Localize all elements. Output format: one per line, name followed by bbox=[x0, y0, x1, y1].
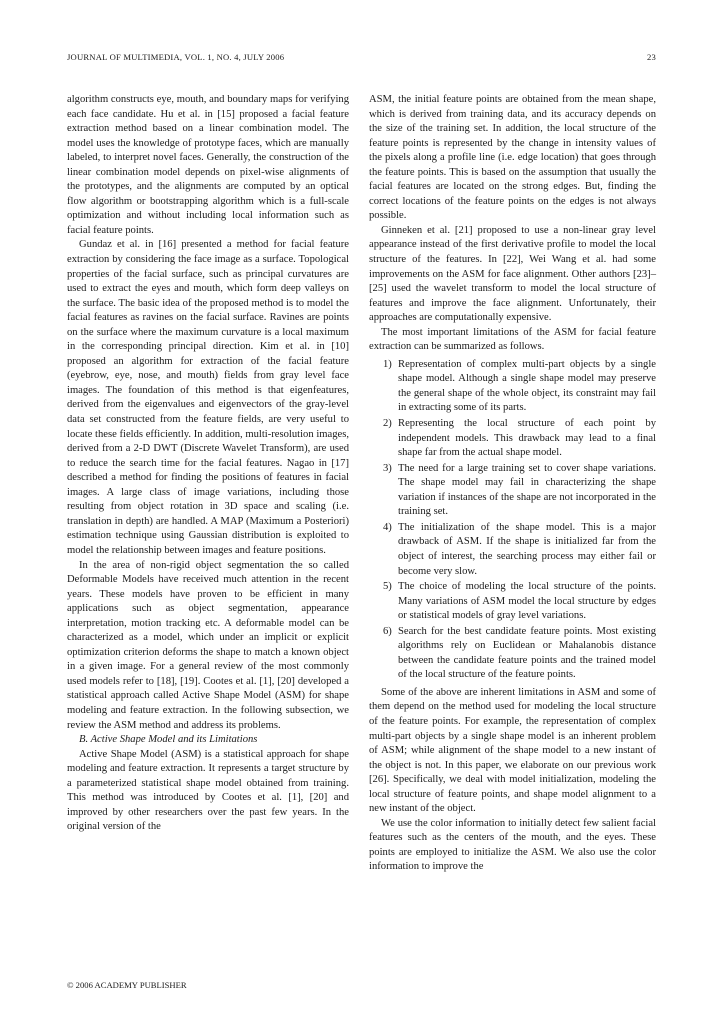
list-item-text: Search for the best candidate feature points. Most existing algorithms rely on Euclidean or Mahalanobis distance between the candidate feature points and the trained model of the local structure of the feature points. bbox=[398, 625, 656, 681]
list-item-text: Representation of complex multi-part objects by a single shape model. Although a single shape model may preserve the general shape of the whole object, its constraint may fail in extracting some of its parts. bbox=[398, 358, 656, 414]
journal-title: JOURNAL OF MULTIMEDIA, VOL. 1, NO. 4, JULY 2006 bbox=[67, 52, 285, 62]
paragraph: In the area of non-rigid object segmentation the so called Deformable Models have received much attention in the recent years. These models have proven to be efficient in many applications such as object segmentation, appearance interpretation, motion tracking etc. A deformable model can be characterized as a model, which under an implicit or explicit optimization criterion deforms the shape to match a known object in a given image. For a general review of the most commonly used models refer to [18], [19]. Cootes et al. [1], [20] developed a statistical approach called Active Shape Model (ASM) for shape modeling and feature extraction. In the following subsection, we review the ASM method and address its problems. bbox=[67, 559, 349, 731]
limitations-list bbox=[369, 358, 656, 683]
list-item-text: The need for a large training set to cover shape variations. The shape model may fail in characterizing the shape variation if instances of the shape are not incorporated in the training set. bbox=[398, 462, 656, 518]
list-item bbox=[369, 625, 656, 683]
paragraph: ASM, the initial feature points are obtained from the mean shape, which is derived from training data, and its accuracy depends on the size of the training set. In addition, the local structure of the feature points is represented by the change in intensity values of the pixels along a profile line (i.e. edge location) that goes through the feature points. This is based on the assumption that usually the facial features are located on the strong edges. But, finding the correct locations of the feature points on the edges is not always possible. bbox=[369, 94, 656, 222]
paragraph: We use the color information to initially detect few salient facial features such as the centers of the mouth, and the eyes. These points are employed to initialize the ASM. We also use the color information to improve the bbox=[369, 817, 656, 873]
list-item bbox=[369, 417, 656, 461]
copyright-footer: © 2006 ACADEMY PUBLISHER bbox=[67, 980, 187, 990]
list-number: 4) bbox=[383, 521, 392, 533]
paragraph: Active Shape Model (ASM) is a statistical approach for shape modeling and feature extraction. It represents a target structure by a parameterized statistical shape model obtained from training. This method was introduced by Cootes et al. [1], [20] and improved by other researchers over the past few years. In the original version of the bbox=[67, 748, 349, 833]
list-number: 5) bbox=[383, 581, 392, 593]
list-item-text: The choice of modeling the local structure of the points. Many variations of ASM model the local structure by edges or statistical models of gray level variations. bbox=[398, 581, 656, 622]
paragraph: The most important limitations of the ASM for facial feature extraction can be summarized as follows. bbox=[369, 326, 656, 353]
list-item bbox=[369, 580, 656, 624]
right-column bbox=[369, 93, 656, 875]
list-item bbox=[369, 358, 656, 416]
list-item bbox=[369, 521, 656, 579]
paragraph: Some of the above are inherent limitations in ASM and some of them depend on the method used for modeling the local structure of the feature points. For example, the representation of complex multi-part objects by a single shape model is an inherent problem of ASM; while alignment of the shape model to a new instant of the object is not. In this paper, we elaborate on our previous work [26]. Specifically, we deal with model initialization, modeling the local structure of feature points, and shape model alignment to a new instant of the object. bbox=[369, 686, 656, 815]
subsection-heading: B. Active Shape Model and its Limitations bbox=[79, 734, 258, 746]
list-number: 2) bbox=[383, 418, 392, 430]
paragraph: algorithm constructs eye, mouth, and boundary maps for verifying each face candidate. Hu et al. in [15] proposed a facial feature extraction method based on a linear combination model. The model uses the knowledge of prototype faces, which are manually labeled, to interpret novel faces. Generally, the construction of the linear combination model depends on pixel-wise alignments of the prototypes, and the alignments are computed by an optical flow algorithm or bootstrapping algorithm which is a full-scale optimization and without including local information such as facial feature points. bbox=[67, 94, 349, 236]
list-item-text: The initialization of the shape model. This is a major drawback of ASM. If the shape is initialized far from the object of interest, the searching process may either fail or become very slow. bbox=[398, 521, 656, 577]
paragraph: Gundaz et al. in [16] presented a method for facial feature extraction by considering the face image as a surface. Topological properties of the facial surface, such as principal curvatures are used to extract the eyes and mouth, which form deep valleys on the surface. The basic idea of the proposed method is to model the facial features as ravines on the facial surface. Ravines are points on the surface where the maximum curvature is a local maximum in the corresponding principal direction. Kim et al. in [10] proposed an algorithm for extraction of the facial feature (eyebrow, eye, nose, and mouth) fields from gray level face images. The foundation of this method is that eigenfeatures, derived from the eigenvalues and eigenvectors of the gray-level data set constructed from the feature fields, are very useful to locate these fields efficiently. In addition, multi-resolution images, derived from a 2-D DWT (Discrete Wavelet Transform), are used to reduce the search time for the facial features. Nagao in [17] described a method for finding the positions of features in facial images. A large class of image variations, including those resulting from object rotation in 3D space and scaling (i.e. translation in depth) are handled. A MAP (Maximum a Posteriori) estimation technique using Gaussian distribution is exploited to model the relationship between images and feature positions. bbox=[67, 239, 349, 556]
page-number: 23 bbox=[647, 52, 656, 62]
list-number: 6) bbox=[383, 625, 392, 637]
list-number: 1) bbox=[383, 358, 392, 370]
left-column bbox=[67, 93, 349, 835]
list-number: 3) bbox=[383, 462, 392, 474]
list-item-text: Representing the local structure of each point by independent models. This drawback may lead to a final shape far from the actual shape model. bbox=[398, 418, 656, 459]
paragraph: Ginneken et al. [21] proposed to use a non-linear gray level appearance instead of the first derivative profile to model the local structure of the features. In [22], Wei Wang et al. had some improvements on the ASM for face alignment. Other authors [23]–[25] used the wavelet transform to model the local structure of features and improve the face alignment. Unfortunately, their approaches are computationally expensive. bbox=[369, 224, 656, 324]
list-item bbox=[369, 462, 656, 520]
running-header bbox=[67, 52, 656, 66]
